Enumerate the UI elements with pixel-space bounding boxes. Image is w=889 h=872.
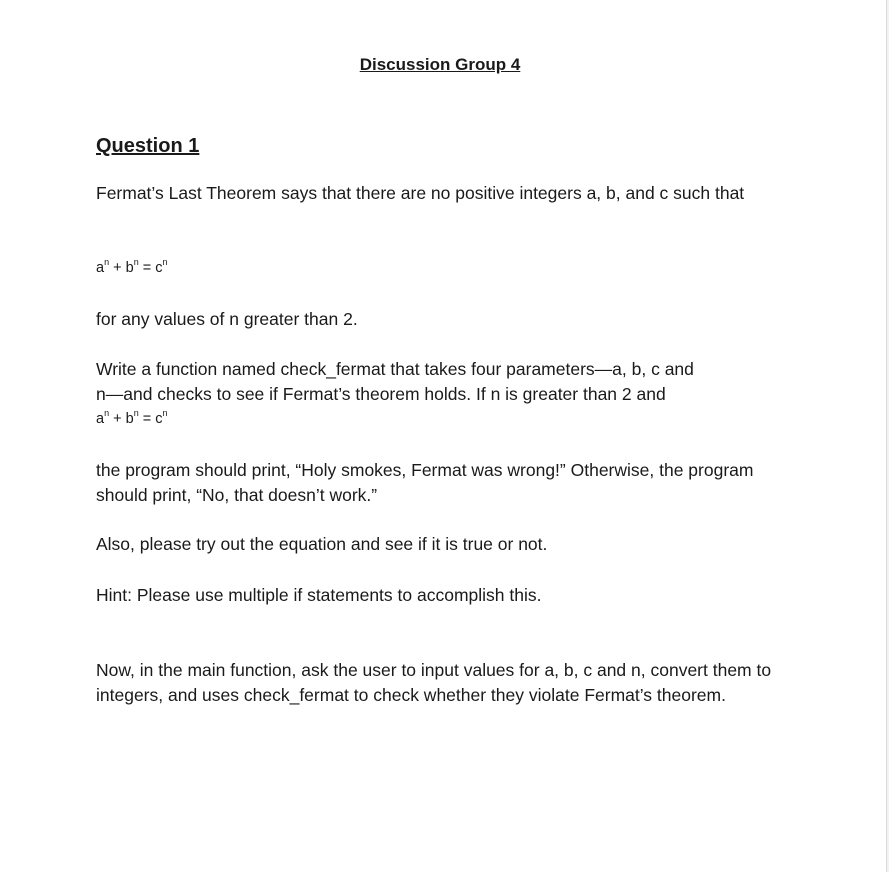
- condition-paragraph: for any values of n greater than 2.: [96, 309, 358, 329]
- equation-exponent: n: [133, 408, 139, 419]
- hint-paragraph: Hint: Please use multiple if statements to accomplish this.: [96, 585, 542, 605]
- equation-2: [96, 409, 168, 429]
- equation-term-a: a: [96, 411, 105, 427]
- equation-term-b: b: [125, 411, 134, 427]
- task-line-2: n—and checks to see if Fermat’s theorem holds. If n is greater than 2 and: [96, 384, 666, 404]
- equation-term-c: c: [155, 260, 163, 276]
- question-heading: Question 1: [96, 135, 200, 157]
- equation-equals: =: [138, 411, 156, 427]
- equation-exponent: n: [162, 257, 168, 268]
- equation-term-c: c: [155, 411, 163, 427]
- equation-exponent: n: [104, 257, 110, 268]
- equation-equals: =: [138, 260, 156, 276]
- equation-term-a: a: [96, 260, 105, 276]
- task-line-1: Write a function named check_fermat that takes four parameters—a, b, c and: [96, 359, 694, 379]
- equation-exponent: n: [133, 257, 139, 268]
- equation-1: [96, 258, 168, 278]
- document-title: Discussion Group 4: [359, 55, 521, 74]
- equation-exponent: n: [162, 408, 168, 419]
- try-out-paragraph: Also, please try out the equation and see if it is true or not.: [96, 534, 548, 554]
- equation-plus: +: [109, 260, 126, 276]
- main-instruction-paragraph: Now, in the main function, ask the user to input values for a, b, c and n, convert them to integers, and uses check_fermat to check whether they violate Fermat’s theorem.: [96, 660, 772, 705]
- intro-paragraph: Fermat’s Last Theorem says that there are no positive integers a, b, and c such that: [96, 183, 745, 203]
- print-instruction-paragraph: the program should print, “Holy smokes, Fermat was wrong!” Otherwise, the program should print, “No, that doesn’t work.”: [96, 460, 754, 505]
- equation-term-b: b: [125, 260, 134, 276]
- equation-exponent: n: [104, 408, 110, 419]
- equation-plus: +: [109, 411, 126, 427]
